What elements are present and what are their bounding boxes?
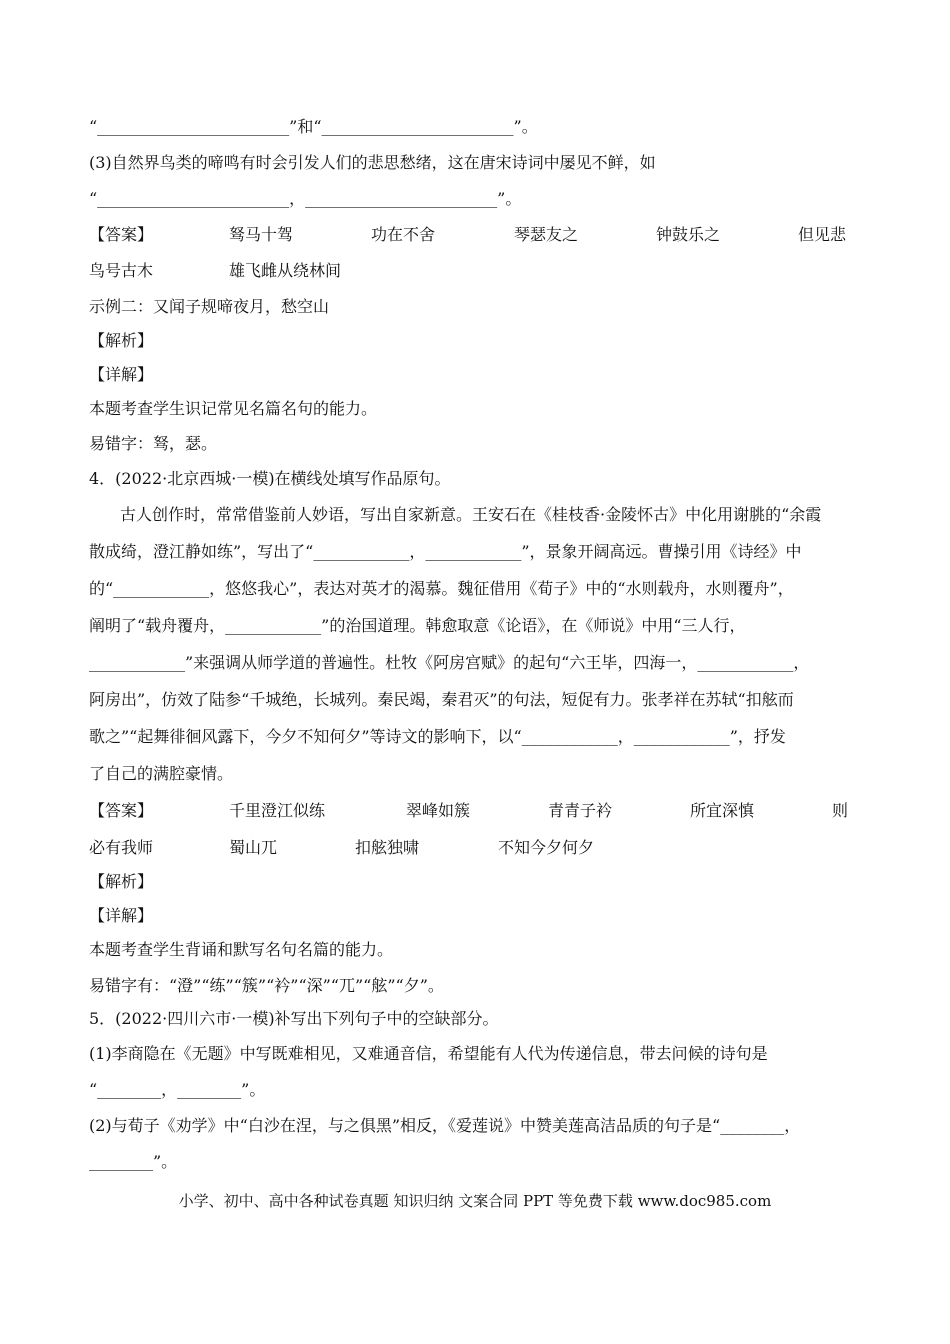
q4-paragraph-line: 了自己的满腔豪情。: [89, 764, 234, 783]
q3-answer: 功在不舍: [371, 225, 436, 244]
q4-answer-label: 【答案】: [89, 801, 154, 820]
q4-analysis-label: 【解析】: [89, 872, 154, 891]
q3-answer: 琴瑟友之: [514, 225, 579, 244]
q4-detail-label: 【详解】: [89, 906, 154, 925]
q3-example2: 示例二：又闻子规啼夜月，愁空山: [89, 297, 330, 316]
q4-paragraph-line: 阐明了“载舟覆舟，____________”的治国道理。韩愈取意《论语》，在《师说》中用“三人行，: [89, 616, 746, 635]
q4-paragraph-line: 的“____________，悠悠我心”，表达对英才的渴慕。魏征借用《荀子》中的“水则载舟，水则覆舟”，: [89, 579, 794, 598]
q3-blank-line: “________________________”和“________________________”。: [89, 117, 538, 136]
q4-answer: 翠峰如簇: [406, 801, 471, 820]
q3-answer: 但见悲: [798, 225, 847, 244]
q4-detail-text: 本题考查学生背诵和默写名句名篇的能力。: [89, 940, 394, 959]
q4-answer: 扣舷独啸: [355, 838, 420, 857]
q4-answer: 所宜深慎: [690, 801, 755, 820]
q3-answer-label: 【答案】: [89, 225, 154, 244]
q4-answer: 蜀山兀: [229, 838, 278, 857]
q3-error-chars: 易错字：驽，瑟。: [89, 434, 218, 453]
q3-answer: 鸟号古木: [89, 261, 154, 280]
q4-answer: 则: [832, 801, 849, 820]
q5-item1-blank: “________，________”。: [89, 1080, 266, 1099]
q4-title: 4．(2022·北京西城·一模)在横线处填写作品原句。: [89, 469, 451, 488]
q4-answer: 不知今夕何夕: [498, 838, 595, 857]
q3-detail-text: 本题考查学生识记常见名篇名句的能力。: [89, 399, 378, 418]
q4-paragraph-line: ____________”来强调从师学道的普遍性。杜牧《阿房宫赋》的起句“六王毕，四海一，____________，: [89, 653, 810, 672]
page-footer: 小学、初中、高中各种试卷真题 知识归纳 文案合同 PPT 等免费下载 www.doc985.com: [178, 1192, 772, 1210]
q3-answer: 雄飞雌从绕林间: [229, 261, 342, 280]
q3-item3-blank: “________________________，________________________”。: [89, 189, 522, 208]
q4-paragraph-line: 歌之”“起舞徘徊风露下，今夕不知何夕”等诗文的影响下，以“____________，____________”，抒发: [89, 727, 786, 746]
q3-answer: 驽马十驾: [229, 225, 294, 244]
q4-paragraph-line: 古人创作时，常常借鉴前人妙语，写出自家新意。王安石在《桂枝香·金陵怀古》中化用谢朓的“余霞: [120, 505, 822, 524]
q4-answer: 必有我师: [89, 838, 154, 857]
q3-analysis-label: 【解析】: [89, 331, 154, 350]
q5-item2-blank: ________”。: [89, 1152, 178, 1171]
q4-paragraph-line: 散成绮，澄江静如练”，写出了“____________，____________”，景象开阔高远。曹操引用《诗经》中: [89, 542, 802, 561]
q3-detail-label: 【详解】: [89, 365, 154, 384]
q5-title: 5．(2022·四川六市·一模)补写出下列句子中的空缺部分。: [89, 1009, 499, 1028]
q3-item3-text: (3)自然界鸟类的啼鸣有时会引发人们的悲思愁绪，这在唐宋诗词中屡见不鲜，如: [89, 153, 656, 172]
q5-item1-text: (1)李商隐在《无题》中写既难相见，又难通音信，希望能有人代为传递信息，带去问候的诗句是: [89, 1044, 768, 1063]
q4-paragraph-line: 阿房出”，仿效了陆参“千城绝，长城列。秦民竭，秦君灭”的句法，短促有力。张孝祥在苏轼“扣舷而: [89, 690, 794, 709]
q4-answer: 青青子衿: [548, 801, 613, 820]
q4-error-chars: 易错字有：“澄”“练”“簇”“衿”“深”“兀”“舷”“夕”。: [89, 976, 444, 995]
q4-answer: 千里澄江似练: [229, 801, 326, 820]
q5-item2-text: (2)与荀子《劝学》中“白沙在涅，与之俱黑”相反，《爱莲说》中赞美莲高洁品质的句子是“________，: [89, 1116, 801, 1135]
q3-answer: 钟鼓乐之: [656, 225, 721, 244]
